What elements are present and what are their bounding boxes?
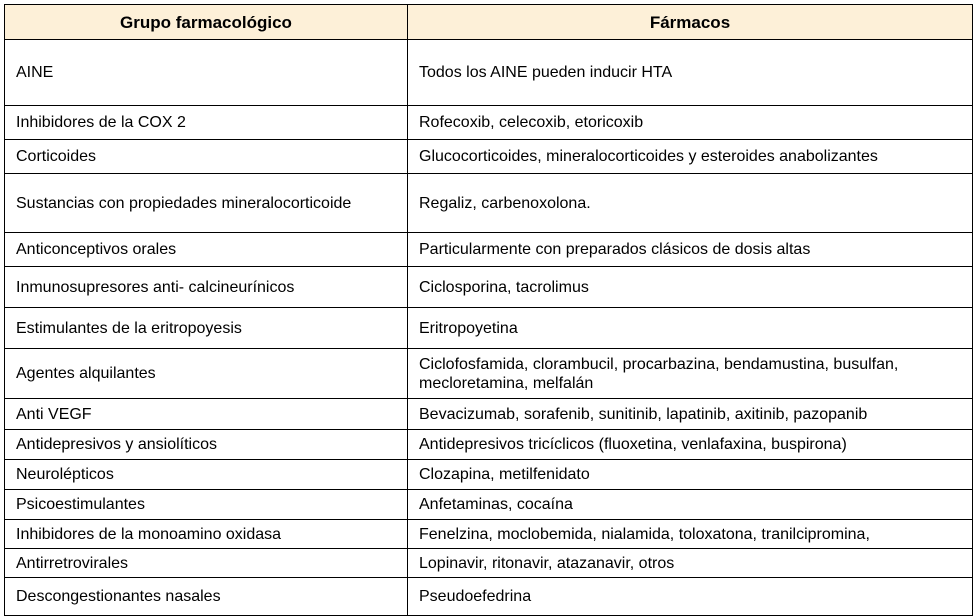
- cell-grupo: Neurolépticos: [5, 460, 408, 490]
- cell-farmacos: Pseudoefedrina: [408, 578, 973, 616]
- table-row: [5, 174, 973, 233]
- cell-farmacos: Glucocorticoides, mineralocorticoides y esteroides anabolizantes: [408, 140, 973, 174]
- table-row: [5, 140, 973, 174]
- table-row: [5, 40, 973, 106]
- cell-farmacos: Lopinavir, ritonavir, atazanavir, otros: [408, 549, 973, 578]
- cell-grupo: Corticoides: [5, 140, 408, 174]
- table-row: [5, 233, 973, 267]
- table-row: [5, 308, 973, 349]
- cell-farmacos: Antidepresivos tricíclicos (fluoxetina, venlafaxina, buspirona): [408, 430, 973, 460]
- cell-grupo: Antirretrovirales: [5, 549, 408, 578]
- cell-grupo: AINE: [5, 40, 408, 106]
- cell-grupo: Anti VEGF: [5, 399, 408, 430]
- header-row: [5, 5, 973, 40]
- drug-table: [4, 4, 973, 616]
- table-row: [5, 430, 973, 460]
- table-row: [5, 549, 973, 578]
- cell-grupo: Agentes alquilantes: [5, 349, 408, 399]
- table-row: [5, 460, 973, 490]
- cell-farmacos: Regaliz, carbenoxolona.: [408, 174, 973, 233]
- cell-grupo: Anticonceptivos orales: [5, 233, 408, 267]
- cell-grupo: Sustancias con propiedades mineralocorticoide: [5, 174, 408, 233]
- header-grupo: Grupo farmacológico: [5, 5, 408, 40]
- cell-farmacos: Rofecoxib, celecoxib, etoricoxib: [408, 106, 973, 140]
- cell-farmacos: Fenelzina, moclobemida, nialamida, toloxatona, tranilcipromina,: [408, 520, 973, 549]
- cell-farmacos: Ciclofosfamida, clorambucil, procarbazina, bendamustina, busulfan, mecloretamina, melfalán: [408, 349, 973, 399]
- header-farmacos: Fármacos: [408, 5, 973, 40]
- table-row: [5, 399, 973, 430]
- cell-farmacos: Clozapina, metilfenidato: [408, 460, 973, 490]
- cell-farmacos: Particularmente con preparados clásicos de dosis altas: [408, 233, 973, 267]
- cell-farmacos: Todos los AINE pueden inducir HTA: [408, 40, 973, 106]
- cell-grupo: Descongestionantes nasales: [5, 578, 408, 616]
- cell-grupo: Psicoestimulantes: [5, 490, 408, 520]
- table-row: [5, 267, 973, 308]
- cell-farmacos: Ciclosporina, tacrolimus: [408, 267, 973, 308]
- cell-grupo: Estimulantes de la eritropoyesis: [5, 308, 408, 349]
- table-row: [5, 490, 973, 520]
- cell-farmacos: Eritropoyetina: [408, 308, 973, 349]
- cell-grupo: Inhibidores de la COX 2: [5, 106, 408, 140]
- cell-farmacos: Anfetaminas, cocaína: [408, 490, 973, 520]
- cell-grupo: Inmunosupresores anti- calcineurínicos: [5, 267, 408, 308]
- table-row: [5, 578, 973, 616]
- table-row: [5, 349, 973, 399]
- cell-grupo: Antidepresivos y ansiolíticos: [5, 430, 408, 460]
- table-row: [5, 106, 973, 140]
- cell-farmacos: Bevacizumab, sorafenib, sunitinib, lapatinib, axitinib, pazopanib: [408, 399, 973, 430]
- cell-grupo: Inhibidores de la monoamino oxidasa: [5, 520, 408, 549]
- table-row: [5, 520, 973, 549]
